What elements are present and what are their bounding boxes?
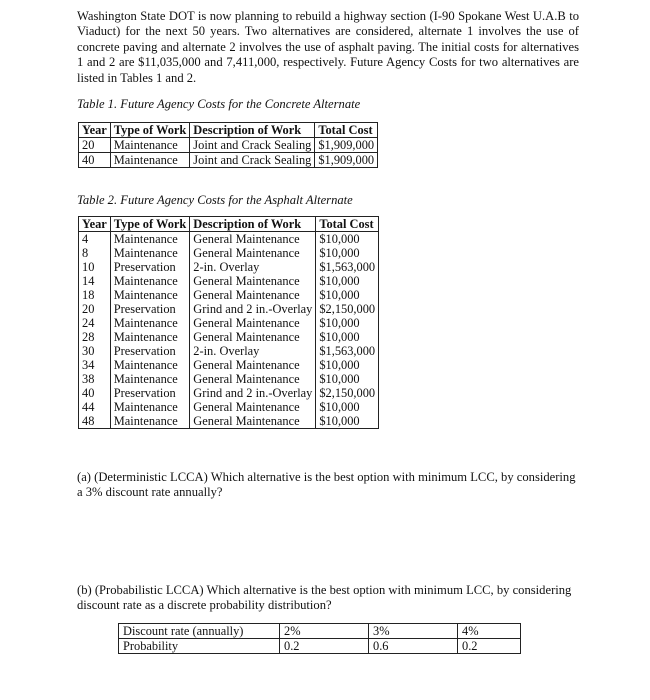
- table-cell: Joint and Crack Sealing: [190, 153, 315, 168]
- table-cell: 3%: [369, 624, 458, 639]
- header-type-of-work: Type of Work: [110, 123, 190, 138]
- table-cell: $1,909,000: [315, 138, 378, 153]
- table-row: [79, 400, 379, 414]
- table-cell: 4%: [458, 624, 521, 639]
- table-cell: General Maintenance: [190, 316, 316, 330]
- table-cell: $1,563,000: [316, 344, 379, 358]
- table-cell: $2,150,000: [316, 302, 379, 316]
- table-cell: 2%: [280, 624, 369, 639]
- table-cell: 0.2: [458, 639, 521, 654]
- table-cell: Maintenance: [110, 372, 190, 386]
- table-cell: $10,000: [316, 232, 379, 247]
- table-cell: 18: [79, 288, 111, 302]
- table-cell: Maintenance: [110, 288, 190, 302]
- table-cell: 20: [79, 138, 111, 153]
- table-cell: Maintenance: [110, 316, 190, 330]
- table-cell: $1,563,000: [316, 260, 379, 274]
- table-cell: 0.6: [369, 639, 458, 654]
- table-cell: General Maintenance: [190, 288, 316, 302]
- question-a: (a) (Deterministic LCCA) Which alternative is the best option with minimum LCC, by considering a 3% discount rate annually?: [77, 470, 576, 500]
- table-cell: Maintenance: [110, 358, 190, 372]
- table-header-row: [79, 217, 379, 232]
- table-cell: Maintenance: [110, 153, 190, 168]
- table-cell: Grind and 2 in.-Overlay: [190, 386, 316, 400]
- table-cell: $10,000: [316, 414, 379, 429]
- table-cell: General Maintenance: [190, 246, 316, 260]
- table-cell: $10,000: [316, 358, 379, 372]
- table-row: [79, 414, 379, 429]
- table-cell: Joint and Crack Sealing: [190, 138, 315, 153]
- table-cell: General Maintenance: [190, 274, 316, 288]
- table-cell: 8: [79, 246, 111, 260]
- table-cell: General Maintenance: [190, 330, 316, 344]
- header-total-cost: Total Cost: [316, 217, 379, 232]
- table-cell: Maintenance: [110, 400, 190, 414]
- table-row: [79, 232, 379, 247]
- table-row: [79, 316, 379, 330]
- table-header-row: [79, 123, 378, 138]
- table-row: [79, 246, 379, 260]
- intro-paragraph: Washington State DOT is now planning to rebuild a highway section (I-90 Spokane West U.A.B to Viaduct) for the next 50 years. Two alternatives are considered, alternate 1 involves the use of concrete paving and alternate 2 involves the use of asphalt paving. The initial costs for alternatives 1 and 2 are $11,035,000 and 7,411,000, respectively. Future Agency Costs for two alternatives are listed in Tables 1 and 2.: [77, 9, 579, 85]
- table-cell: Preservation: [110, 386, 190, 400]
- table-row: [79, 358, 379, 372]
- table-cell: $10,000: [316, 246, 379, 260]
- table-cell: $10,000: [316, 400, 379, 414]
- table-row: [119, 639, 521, 654]
- table-cell: General Maintenance: [190, 414, 316, 429]
- question-b: (b) (Probabilistic LCCA) Which alternative is the best option with minimum LCC, by considering discount rate as a discrete probability distribution?: [77, 583, 572, 613]
- table-cell: Maintenance: [110, 246, 190, 260]
- table-row: [79, 260, 379, 274]
- table-cell: Maintenance: [110, 414, 190, 429]
- table-row: [119, 624, 521, 639]
- header-year: Year: [79, 217, 111, 232]
- table-cell: $10,000: [316, 288, 379, 302]
- header-description: Description of Work: [190, 217, 316, 232]
- table-cell: $2,150,000: [316, 386, 379, 400]
- table1-caption: Table 1. Future Agency Costs for the Concrete Alternate: [77, 97, 361, 111]
- table-row: [79, 372, 379, 386]
- table-cell: 14: [79, 274, 111, 288]
- table-cell: 40: [79, 386, 111, 400]
- table-row: [79, 330, 379, 344]
- table-cell: Maintenance: [110, 232, 190, 247]
- table-cell: $10,000: [316, 330, 379, 344]
- header-total-cost: Total Cost: [315, 123, 378, 138]
- table-cell: General Maintenance: [190, 400, 316, 414]
- table-cell: Probability: [119, 639, 280, 654]
- table-cell: Preservation: [110, 302, 190, 316]
- table-cell: 28: [79, 330, 111, 344]
- table-cell: Maintenance: [110, 138, 190, 153]
- table-cell: 44: [79, 400, 111, 414]
- table-row: [79, 344, 379, 358]
- table-cell: 2-in. Overlay: [190, 344, 316, 358]
- table-cell: General Maintenance: [190, 232, 316, 247]
- table-cell: Grind and 2 in.-Overlay: [190, 302, 316, 316]
- table-cell: 2-in. Overlay: [190, 260, 316, 274]
- table3-body: [119, 624, 521, 654]
- table-cell: 34: [79, 358, 111, 372]
- table-cell: 0.2: [280, 639, 369, 654]
- table-row: [79, 288, 379, 302]
- table2-body: [79, 232, 379, 429]
- table-cell: 38: [79, 372, 111, 386]
- table-cell: $10,000: [316, 274, 379, 288]
- table-row: [79, 386, 379, 400]
- table-cell: 10: [79, 260, 111, 274]
- header-type-of-work: Type of Work: [110, 217, 190, 232]
- table-cell: $10,000: [316, 372, 379, 386]
- table-cell: $1,909,000: [315, 153, 378, 168]
- table-cell: Preservation: [110, 344, 190, 358]
- table-cell: 48: [79, 414, 111, 429]
- table-row: [79, 138, 378, 153]
- discount-rate-distribution-table: [118, 623, 521, 654]
- table-cell: Preservation: [110, 260, 190, 274]
- table-cell: 30: [79, 344, 111, 358]
- table-cell: 24: [79, 316, 111, 330]
- table1-body: [79, 138, 378, 168]
- table-cell: 40: [79, 153, 111, 168]
- table-cell: General Maintenance: [190, 372, 316, 386]
- table-cell: General Maintenance: [190, 358, 316, 372]
- table-cell: Discount rate (annually): [119, 624, 280, 639]
- header-description: Description of Work: [190, 123, 315, 138]
- concrete-costs-table: [78, 122, 378, 168]
- table-cell: 4: [79, 232, 111, 247]
- asphalt-costs-table: [78, 216, 379, 429]
- table-row: [79, 274, 379, 288]
- table-cell: Maintenance: [110, 330, 190, 344]
- table-row: [79, 153, 378, 168]
- table-cell: 20: [79, 302, 111, 316]
- table-row: [79, 302, 379, 316]
- table2-caption: Table 2. Future Agency Costs for the Asphalt Alternate: [77, 193, 353, 207]
- table-cell: Maintenance: [110, 274, 190, 288]
- table-cell: $10,000: [316, 316, 379, 330]
- header-year: Year: [79, 123, 111, 138]
